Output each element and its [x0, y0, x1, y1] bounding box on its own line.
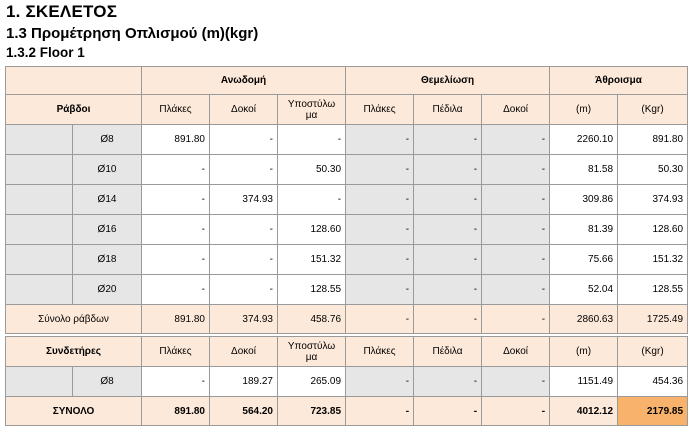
value-cell: 891.80 — [142, 125, 210, 155]
value-cell: 374.93 — [210, 305, 278, 334]
value-cell: - — [210, 215, 278, 245]
value-cell: - — [482, 397, 550, 426]
value-cell: - — [346, 367, 414, 397]
value-cell: 81.58 — [550, 155, 618, 185]
value-cell: - — [142, 245, 210, 275]
heading-promtrisi: 1.3 Προμέτρηση Οπλισμού (m)(kgr) — [6, 25, 259, 42]
value-cell: 2860.63 — [550, 305, 618, 334]
col-dokoi: Δοκοί — [210, 95, 278, 125]
table-row — [6, 155, 688, 185]
value-cell: 75.66 — [550, 245, 618, 275]
value-cell: 128.60 — [278, 215, 346, 245]
value-cell: - — [346, 275, 414, 305]
value-cell: - — [346, 397, 414, 426]
value-cell: - — [142, 215, 210, 245]
value-cell: 128.55 — [278, 275, 346, 305]
blank-label-cell — [6, 155, 73, 185]
table-row — [6, 275, 688, 305]
value-cell: - — [482, 367, 550, 397]
group-athroisma: Άθροισμα — [550, 67, 688, 95]
value-cell: - — [414, 155, 482, 185]
table-row — [6, 185, 688, 215]
rabdoi-label: Ράβδοι — [6, 95, 142, 125]
value-cell: - — [482, 245, 550, 275]
synolo-rabdon-label: Σύνολο ράβδων — [6, 305, 142, 334]
value-cell: - — [142, 185, 210, 215]
value-cell: - — [414, 275, 482, 305]
col-plakes: Πλάκες — [142, 337, 210, 367]
col-kgr: (Kgr) — [618, 337, 688, 367]
value-cell: 891.80 — [142, 305, 210, 334]
value-cell: - — [210, 245, 278, 275]
col-dokoi-themeliosi: Δοκοί — [482, 337, 550, 367]
value-cell: 309.86 — [550, 185, 618, 215]
value-cell: - — [414, 305, 482, 334]
group-anodomi: Ανωδομή — [142, 67, 346, 95]
blank-header-cell — [6, 67, 142, 95]
col-pedila: Πέδιλα — [414, 337, 482, 367]
diameter-cell: Ø18 — [73, 245, 142, 275]
value-cell: 723.85 — [278, 397, 346, 426]
value-cell: - — [414, 397, 482, 426]
value-cell: 2260.10 — [550, 125, 618, 155]
value-cell: - — [346, 185, 414, 215]
value-cell: - — [210, 155, 278, 185]
syndetires-header-row — [6, 337, 688, 367]
col-pedila: Πέδιλα — [414, 95, 482, 125]
value-cell: 128.55 — [618, 275, 688, 305]
value-cell: 374.93 — [210, 185, 278, 215]
heading-floor: 1.3.2 Floor 1 — [6, 45, 85, 60]
value-cell: 1725.49 — [618, 305, 688, 334]
value-cell: - — [414, 367, 482, 397]
group-header-row — [6, 67, 688, 95]
blank-label-cell — [6, 215, 73, 245]
value-cell: 52.04 — [550, 275, 618, 305]
value-cell: 50.30 — [618, 155, 688, 185]
diameter-cell: Ø20 — [73, 275, 142, 305]
grand-total-kgr: 2179.85 — [618, 397, 688, 426]
value-cell: 891.80 — [618, 125, 688, 155]
value-cell: - — [142, 275, 210, 305]
value-cell: - — [142, 367, 210, 397]
col-dokoi: Δοκοί — [210, 337, 278, 367]
table-row — [6, 125, 688, 155]
table-row — [6, 367, 688, 397]
value-cell: 1151.49 — [550, 367, 618, 397]
table-row — [6, 215, 688, 245]
col-plakes-themeliosi: Πλάκες — [346, 95, 414, 125]
col-ypostylomata: Υποστύλω μα — [278, 337, 346, 367]
value-cell: - — [210, 275, 278, 305]
value-cell: - — [482, 185, 550, 215]
value-cell: - — [346, 245, 414, 275]
col-plakes: Πλάκες — [142, 95, 210, 125]
synolo-rabdon-row — [6, 305, 688, 334]
blank-label-cell — [6, 367, 73, 397]
value-cell: 4012.12 — [550, 397, 618, 426]
synolo-label: ΣΥΝΟΛΟ — [6, 397, 142, 426]
heading-skeletos: 1. ΣΚΕΛΕΤΟΣ — [6, 2, 118, 21]
blank-label-cell — [6, 275, 73, 305]
value-cell: - — [210, 125, 278, 155]
value-cell: - — [346, 215, 414, 245]
value-cell: 151.32 — [618, 245, 688, 275]
blank-label-cell — [6, 245, 73, 275]
value-cell: - — [414, 215, 482, 245]
value-cell: 81.39 — [550, 215, 618, 245]
diameter-cell: Ø16 — [73, 215, 142, 245]
value-cell: - — [142, 155, 210, 185]
value-cell: 128.60 — [618, 215, 688, 245]
rebar-quantity-table — [5, 66, 688, 426]
col-plakes-themeliosi: Πλάκες — [346, 337, 414, 367]
value-cell: - — [482, 275, 550, 305]
diameter-cell: Ø10 — [73, 155, 142, 185]
value-cell: - — [414, 185, 482, 215]
col-m: (m) — [550, 337, 618, 367]
table-row — [6, 245, 688, 275]
value-cell: - — [414, 125, 482, 155]
group-themeliosi: Θεμελίωση — [346, 67, 550, 95]
value-cell: - — [346, 155, 414, 185]
value-cell: - — [482, 125, 550, 155]
value-cell: 454.36 — [618, 367, 688, 397]
value-cell: 50.30 — [278, 155, 346, 185]
blank-label-cell — [6, 185, 73, 215]
blank-label-cell — [6, 125, 73, 155]
col-ypostylomata: Υποστύλω μα — [278, 95, 346, 125]
value-cell: 151.32 — [278, 245, 346, 275]
diameter-cell: Ø8 — [73, 367, 142, 397]
value-cell: 189.27 — [210, 367, 278, 397]
value-cell: - — [482, 215, 550, 245]
value-cell: - — [278, 185, 346, 215]
value-cell: - — [346, 305, 414, 334]
value-cell: - — [482, 305, 550, 334]
synolo-row — [6, 397, 688, 426]
value-cell: 564.20 — [210, 397, 278, 426]
value-cell: - — [414, 245, 482, 275]
value-cell: 374.93 — [618, 185, 688, 215]
value-cell: - — [278, 125, 346, 155]
col-dokoi-themeliosi: Δοκοί — [482, 95, 550, 125]
value-cell: 458.76 — [278, 305, 346, 334]
col-kgr: (Kgr) — [618, 95, 688, 125]
value-cell: - — [346, 125, 414, 155]
col-m: (m) — [550, 95, 618, 125]
diameter-cell: Ø8 — [73, 125, 142, 155]
value-cell: 891.80 — [142, 397, 210, 426]
value-cell: 265.09 — [278, 367, 346, 397]
column-header-row — [6, 95, 688, 125]
value-cell: - — [482, 155, 550, 185]
syndetires-label: Συνδετήρες — [6, 337, 142, 367]
diameter-cell: Ø14 — [73, 185, 142, 215]
